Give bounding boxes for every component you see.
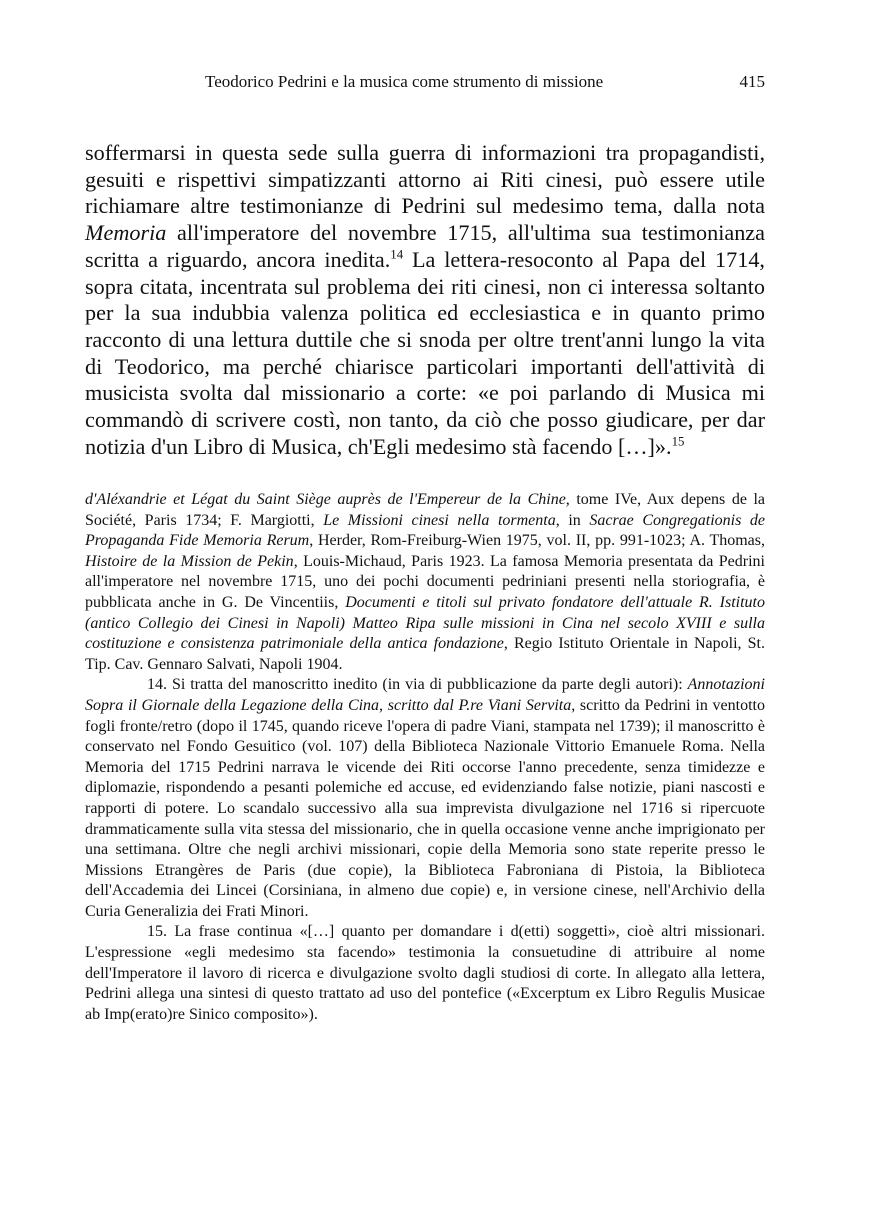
text-run: , Louis-Michaud, Paris 1923. La famosa Memoria presentata da Pedrini all'imperatore nel novembre 1715, uno dei pochi documenti pedriniani presenti nella storiografia, è pubblicata anche in G. De Vincentiis, [85,552,766,611]
text-run-italic: d'Aléxandrie et Légat du Saint Siège auprès de l'Empereur de la Chine, [85,491,570,508]
text-run: 15. La frase continua «[…] quanto per domandare i d(etti) soggetti», cioè altri missionari. L'espressione «egli medesimo sta facendo» testimonia la consuetudine di attribuire al nome dell'Imperatore il lavoro di ricerca e divulgazione svolto dagli studiosi di corte. In allegato alla lettera, Pedrini allega una sintesi di questo trattato ad uso del pontefice («Excerptum ex Libro Regulis Musicae ab Imp(erato)re Sinico composito»). [85,923,765,1023]
footnote-15 [85,922,765,1025]
text-run: all'imperatore del novembre 1715, all'ultima sua testimonianza scritta a riguardo, ancora inedita. [85,220,765,272]
text-run-italic: Documenti e titoli sul privato fondatore dell'attuale R. Istituto (antico Collegio dei Cinesi in Napoli) Matteo Ripa sulle missioni in Cina nel secolo XVIII e sulla costituzione e consistenza patrimoniale della antica fondazione [85,593,765,653]
text-run-italic: Annotazioni Sopra il Giornale della Legazione della Cina, scritto dal P.re Viani Servita [85,676,765,714]
page-header [205,72,765,96]
text-run-italic: Histoire de la Mission de Pekin [85,552,294,570]
footnotes [85,490,765,1025]
footnote-ref-14: 14 [390,247,404,262]
text-run: , in [555,511,590,529]
text-run: , Regio Istituto Orientale in Napoli, St. Tip. Cav. Gennaro Salvati, Napoli 1904. [85,635,765,673]
text-run: , Herder, Rom-Freiburg-Wien 1975, vol. II, pp. 991-1023; A. Thomas, [309,532,765,550]
text-run-italic: Sacrae Congregationis de Propaganda Fide Memoria Rerum [85,511,766,550]
footnote-ref-15: 15 [671,434,685,449]
text-run: 14. Si tratta del manoscritto inedito (in via di pubblicazione da parte degli autori): [147,676,688,694]
main-paragraph [85,140,765,460]
page-number: 415 [739,72,765,91]
footnote-13-continued [85,490,765,675]
main-text [85,140,765,460]
text-run-italic: Le Missioni cinesi nella tormenta [323,511,556,529]
footnote-14 [85,675,765,922]
text-run: La lettera-resoconto al Papa del 1714, sopra citata, incentrata sul problema dei riti cinesi, non ci interessa soltanto per la sua indubbia valenza politica ed ecclesiastica e in quanto primo racconto di una lettura duttile che si snoda per oltre trent'anni lungo la vita di Teodorico, ma perché chiarisce particolari importanti dell'attività di musicista svolta dal missionario a corte: «e poi parlando di Musica mi commandò di scrivere costì, non tanto, da ciò che posso giudicare, per dar notizia d'un Libro di Musica, ch'Egli medesimo stà facendo […]». [85,246,765,459]
text-run: , scritto da Pedrini in ventotto fogli fronte/retro (dopo il 1745, quando riceve l'opera di padre Viani, stampata nel 1739); il manoscritto è conservato nel Fondo Gesuitico (vol. 107) della Biblioteca Nazionale Vittorio Emanuele Roma. Nella Memoria del 1715 Pedrini narrava le vicende dei Riti occorse l'anno precedente, senza timidezze e diplomazie, rispondendo a pesanti polemiche ed accuse, ed evidenziando false notizie, piani nascosti e rapporti di potere. Lo scandalo successivo alla sua imprevista divulgazione nel 1716 si ripercuote drammaticamente sulla vita stessa del missionario, che in quella occasione venne anche imprigionato per una settimana. Oltre che negli archivi missionari, copie della Memoria sono state reperite presso le Missions Etrangères de Paris (due copie), la Biblioteca Fabroniana di Pistoia, la Biblioteca dell'Accademia dei Lincei (Corsiniana, in almeno due copie) e, in versione cinese, nell'Archivio della Curia Generalizia dei Frati Minori. [85,696,765,920]
text-run: tome IVe, Aux depens de la Société, Paris 1734; F. Margiotti, [85,491,766,529]
text-run: soffermarsi in questa sede sulla guerra di informazioni tra propagandisti, gesuiti e rispettivi simpatizzanti attorno ai Riti cinesi, può essere utile richiamare altre testimonianze di Pedrini sul medesimo tema, dalla nota [85,140,765,219]
running-title: Teodorico Pedrini e la musica come strumento di missione [205,72,604,91]
memoria-title: Memoria [85,220,167,246]
